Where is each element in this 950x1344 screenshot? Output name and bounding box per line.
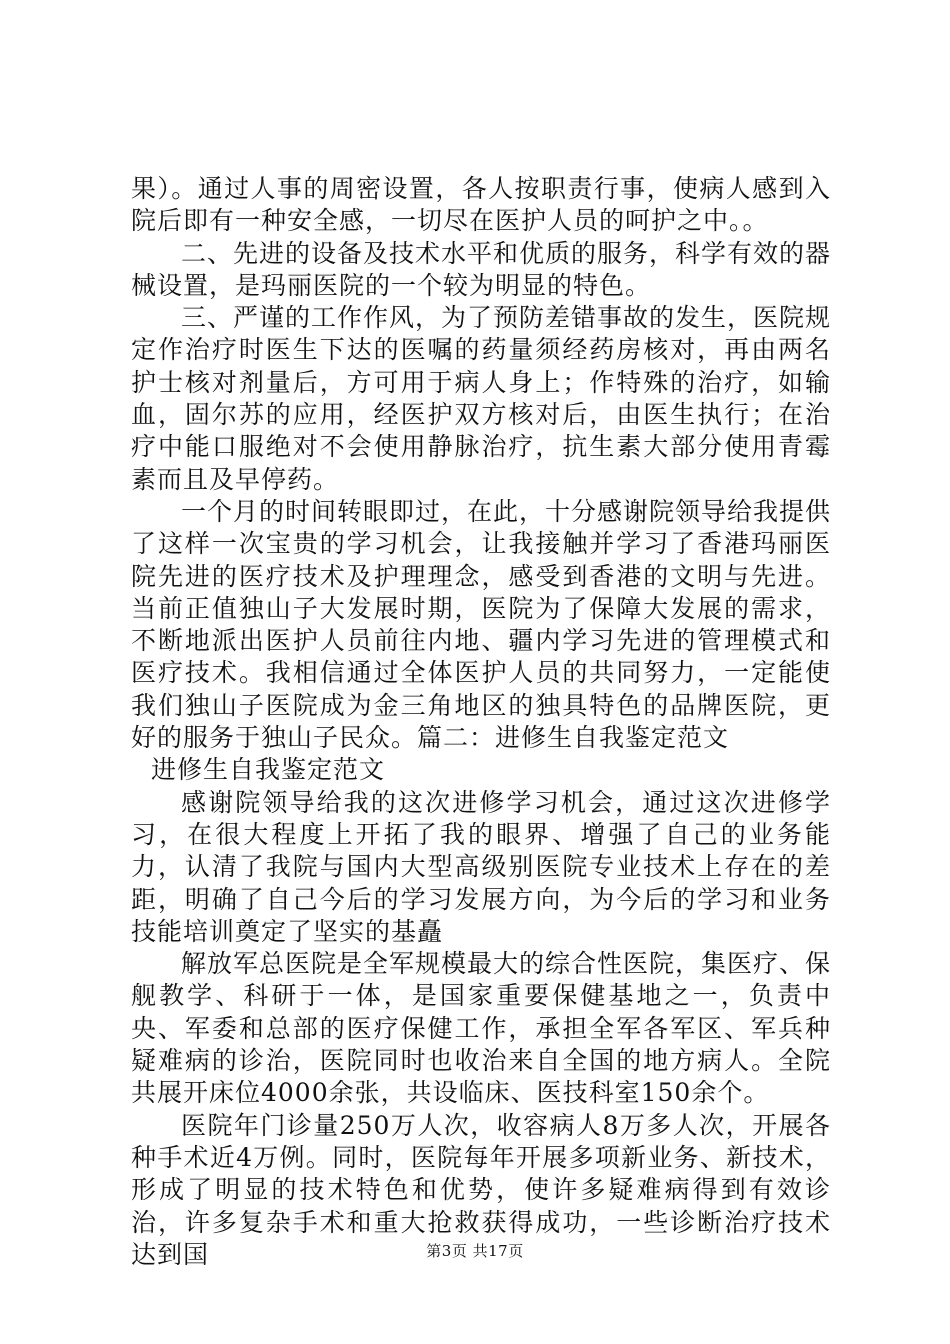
document-body xyxy=(131,173,831,1271)
page-footer: 第3页 共17页 xyxy=(426,1242,524,1260)
paragraph-summary: 一个月的时间转眼即过，在此，十分感谢院领导给我提供了这样一次宝贵的学习机会，让我接触并学习了香港玛丽医院先进的医疗技术及护理理念，感受到香港的文明与先进。当前正值独山子大发展时期，医院为了保障大发展的需求，不断地派出医护人员前往内地、疆内学习先进的管理模式和医疗技术。我相信通过全体医护人员的共同努力，一定能使我们独山子医院成为金三角地区的独具特色的品牌医院，更好的服务于独山子民众。篇二：进修生自我鉴定范文 xyxy=(131,496,832,753)
paragraph-hospital-stats: 医院年门诊量250万人次，收容病人8万多人次，开展各种手术近4万例。同时，医院每年开展多项新业务、新技术，形成了明显的技术特色和优势，使许多疑难病得到有效诊治，许多复杂手术和重大抢救获得成功，一些诊断治疗技术达到国 xyxy=(131,1110,831,1269)
paragraph-hospital-intro: 解放军总医院是全军规模最大的综合性医院，集医疗、保舰教学、科研于一体，是国家重要保健基地之一，负责中央、军委和总部的医疗保健工作，承担全军各军区、军兵种疑难病的诊治，医院同时也收治来自全国的地方病人。全院共展开床位4000余张，共设临床、医技科室150余个。 xyxy=(131,949,832,1108)
paragraph-point-two: 二、先进的设备及技术水平和优质的服务，科学有效的器械设置，是玛丽医院的一个较为明显的特色。 xyxy=(131,238,832,300)
section-heading: 进修生自我鉴定范文 xyxy=(151,755,386,785)
paragraph-continuation: 果）。通过人事的周密设置，各人按职责行事，使病人感到入院后即有一种安全感，一切尽在医护人员的呵护之中。。 xyxy=(131,174,831,236)
paragraph-point-three: 三、严谨的工作作风，为了预防差错事故的发生，医院规定作治疗时医生下达的医嘱的药量须经药房核对，再由两名护士核对剂量后，方可用于病人身上；作特殊的治疗，如输血，固尔苏的应用，经医护双方核对后，由医生执行；在治疗中能口服绝对不会使用静脉治疗，抗生素大部分使用青霉素而且及早停药。 xyxy=(131,303,832,494)
paragraph-gratitude: 感谢院领导给我的这次进修学习机会，通过这次进修学习，在很大程度上开拓了我的眼界、增强了自己的业务能力，认清了我院与国内大型高级别医院专业技术上存在的差距，明确了自己今后的学习发展方向，为今后的学习和业务技能培训奠定了坚实的基矗 xyxy=(131,787,831,946)
